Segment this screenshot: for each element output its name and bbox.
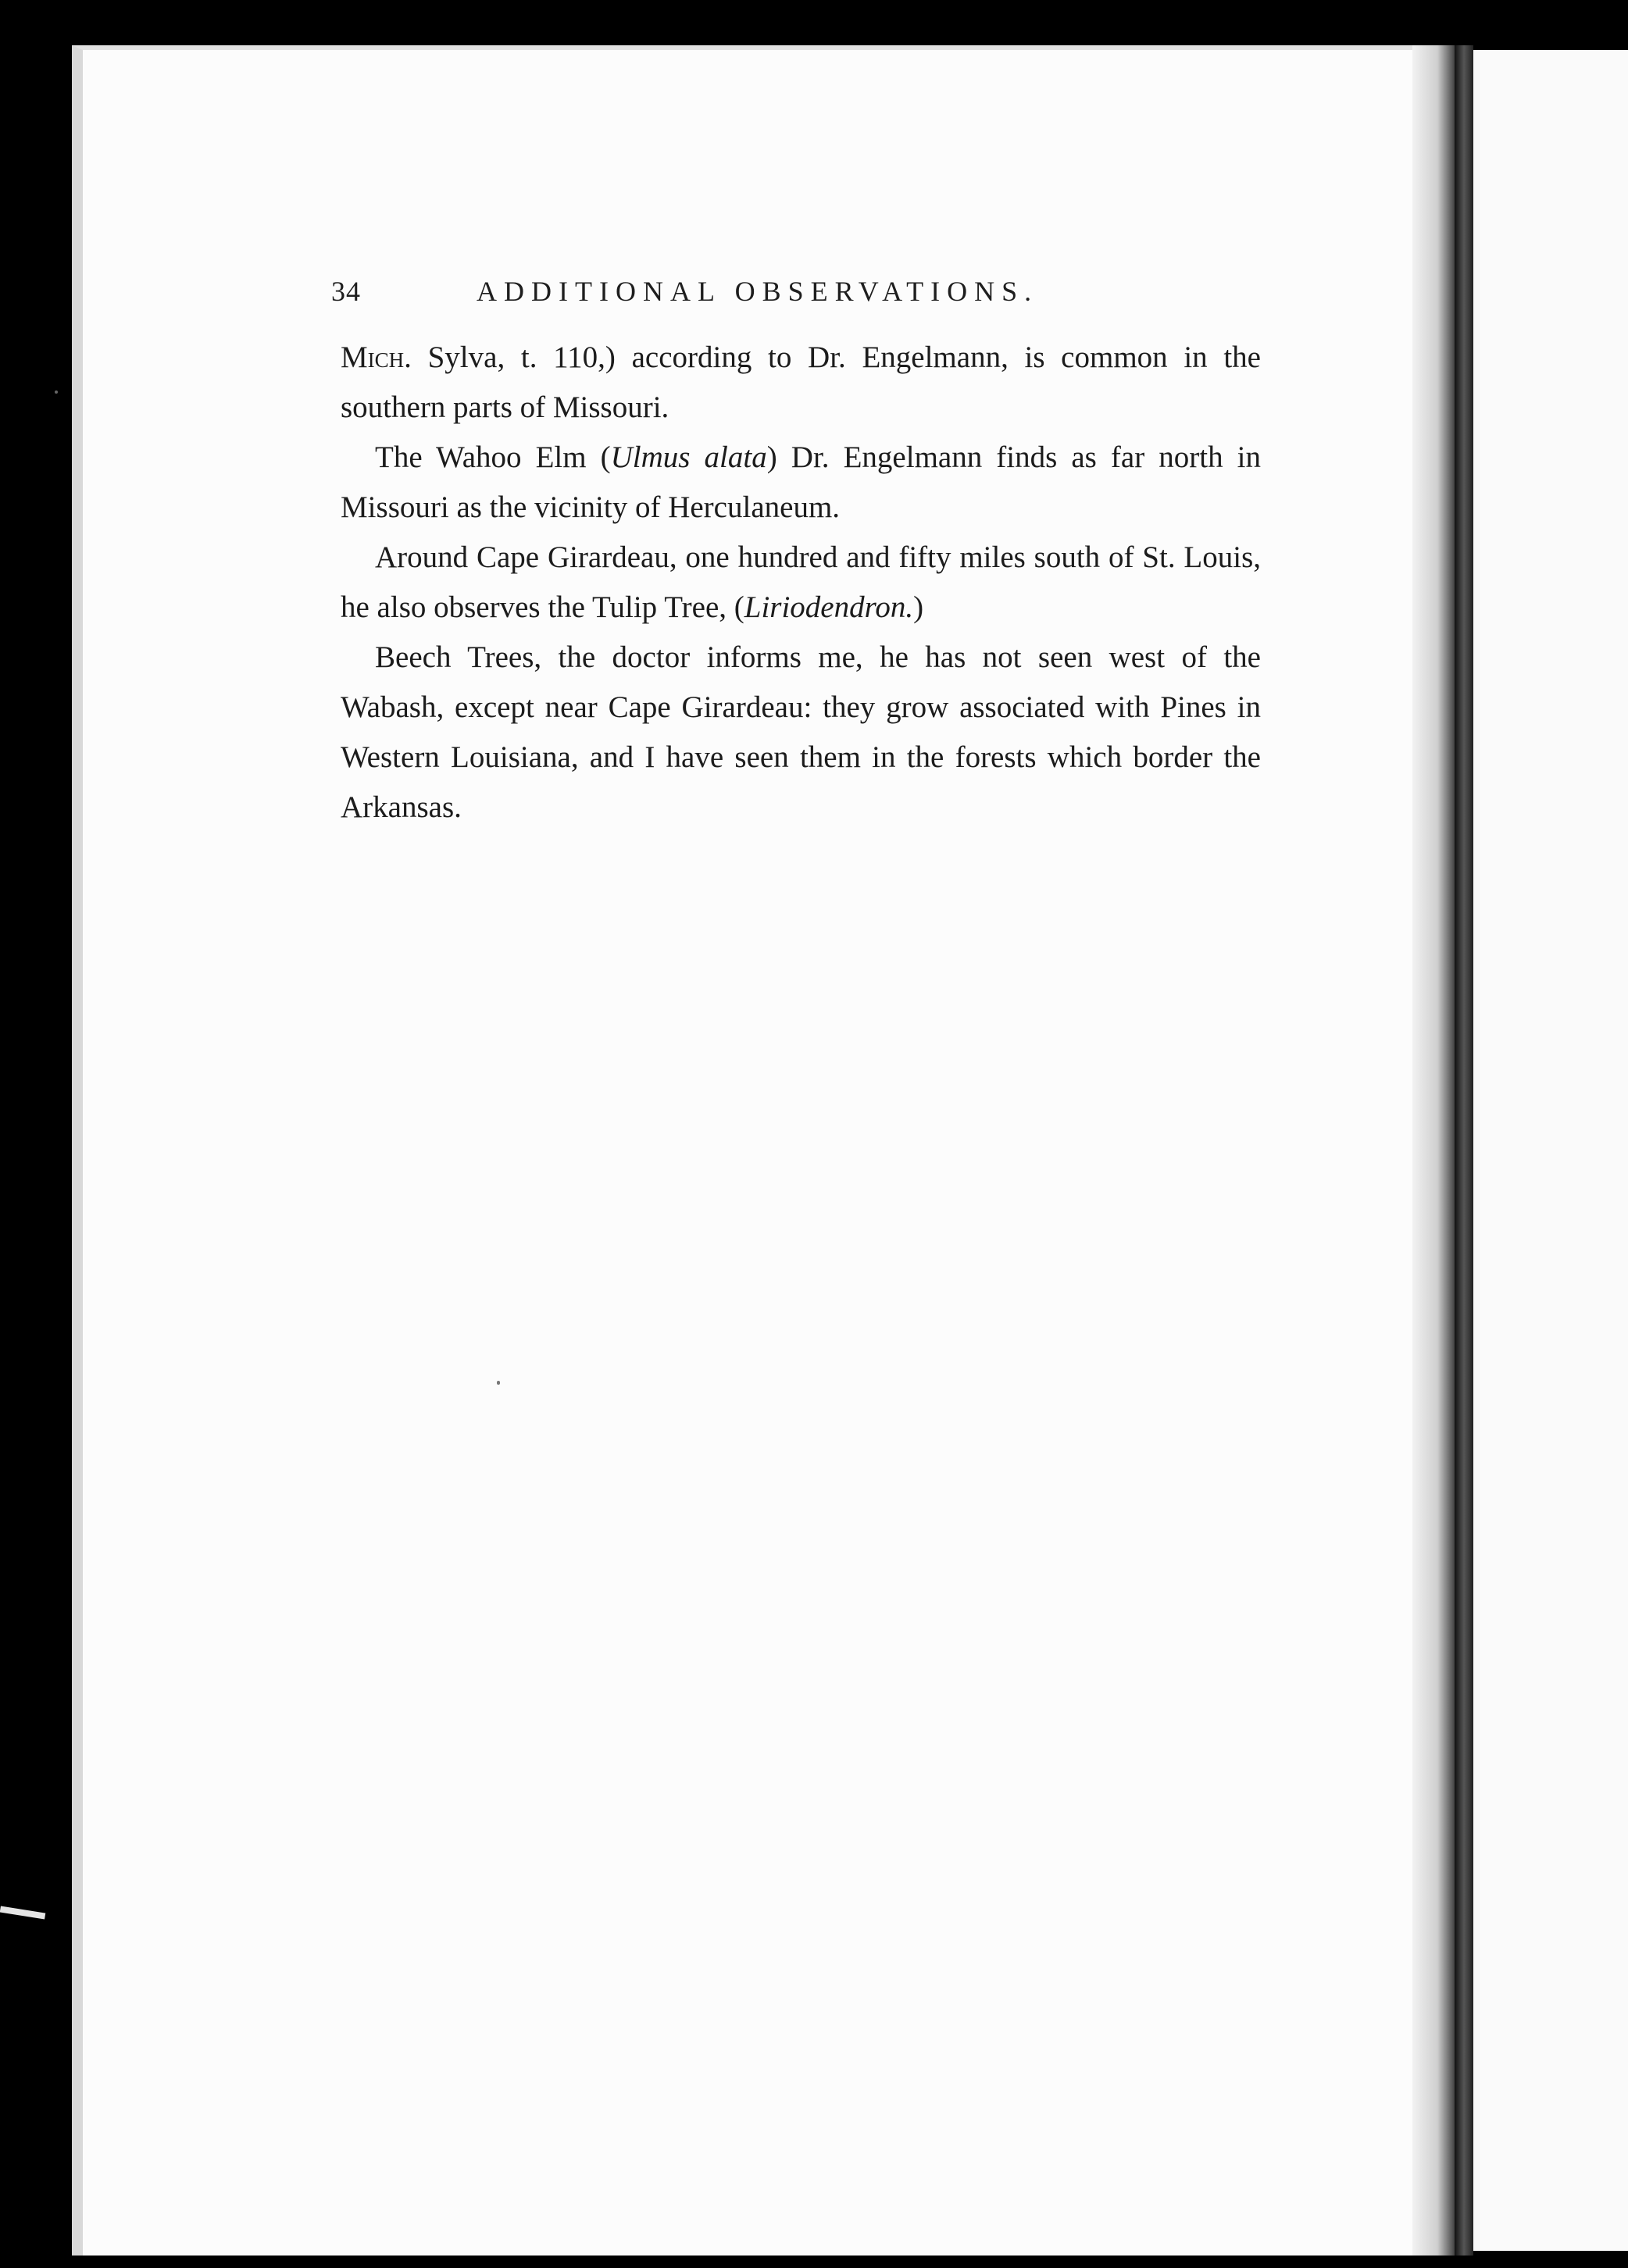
scan-edge-mark xyxy=(0,1906,45,1920)
paragraph-3 xyxy=(341,533,1261,633)
paragraph-3-text-b: ) xyxy=(913,590,924,624)
page-header xyxy=(331,275,1120,312)
author-abbreviation: Mich. xyxy=(341,341,412,374)
species-name-ulmus: Ulmus alata xyxy=(610,440,767,474)
genus-name-liriodendron: Liriodendron. xyxy=(744,590,914,624)
paragraph-1 xyxy=(341,333,1261,433)
paragraph-3-text-a: Around Cape Girardeau, one hundred and fifty miles south of St. Louis, he also observes the Tulip Tree, ( xyxy=(341,540,1261,624)
scan-speck xyxy=(55,390,58,394)
paragraph-1-text: Sylva, t. 110,) according to Dr. Engelmann, is common in the southern parts of Missouri. xyxy=(341,341,1261,424)
running-head: ADDITIONAL OBSERVATIONS. xyxy=(477,276,1039,307)
right-page-edge xyxy=(1473,50,1628,2251)
page-gutter-shadow xyxy=(1412,45,1458,2256)
scan-speck xyxy=(497,1381,500,1385)
book-spine xyxy=(1455,45,1473,2256)
paragraph-2-text-a: The Wahoo Elm ( xyxy=(375,440,611,474)
page-number: 34 xyxy=(331,276,361,307)
paragraph-4-text: Beech Trees, the doctor informs me, he has not seen west of the Wabash, except near Cape Girardeau: they grow associated with Pines in Western Louisiana, and I have seen them in the forests which border the Arkansas. xyxy=(341,640,1261,824)
body-text xyxy=(341,333,1261,833)
paragraph-2 xyxy=(341,433,1261,533)
paragraph-2-text-b: ) Dr. Engelmann finds as far north in Missouri as the vicinity of Herculaneum. xyxy=(341,440,1262,524)
paragraph-4 xyxy=(341,633,1261,833)
